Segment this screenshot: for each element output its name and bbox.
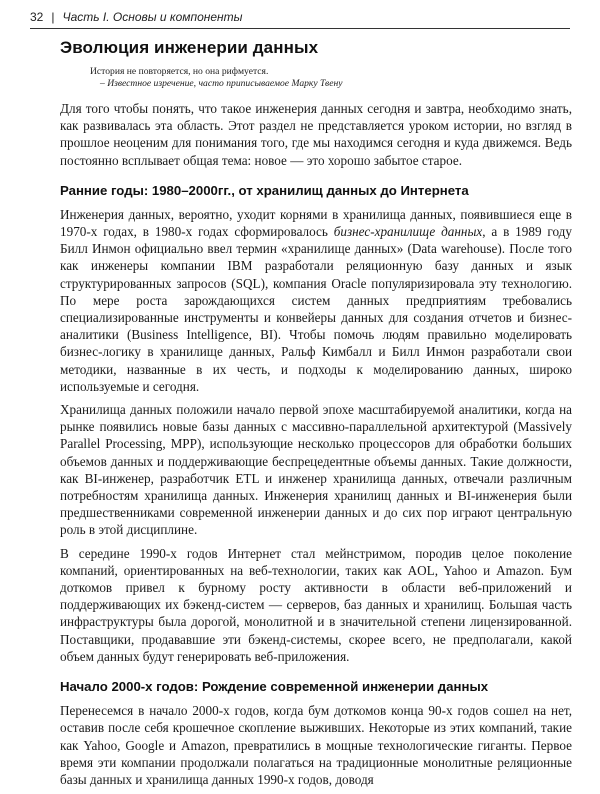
subsection-title: Начало 2000-х годов: Рождение современной инженерии данных	[60, 679, 489, 695]
epigraph	[90, 66, 572, 90]
header-separator: |	[51, 10, 55, 24]
running-header	[30, 10, 570, 24]
paragraph-text: , а в 1989 году Билл Инмон официально ввел термин «хранилище данных» (Data warehouse). После того как инженеры компании IBM разработали реляционную базу данных и язык структурированных запросов (SQL), компания Oracle популяризировала эту технологию. По мере роста зарождающихся систем данных предприятиям требовались специализированные инструменты и конвейеры данных для создания отчетов и бизнес-аналитики (Business Intelligence, BI). Чтобы помочь людям правильно моделировать бизнес-логику в хранилище данных, Ральф Кимбалл и Билл Инмон разработали свои методики, названные в их честь, и подходы к моделированию данных, широко используемые и сегодня.	[60, 224, 572, 394]
paragraph: Хранилища данных положили начало первой эпохе масштабируемой аналитики, когда на рынке появились новые базы данных с массивно-параллельной архитектурой (Massively Parallel Processing, MPP), использующие несколько процессоров для обработки больших объемов данных и поддерживающие беспрецедентные объемы данных. Такие должности, как BI-инженер, разработчик ETL и инженер хранилища данных, отвечали различным потребностям хранилища данных. Инженерия хранилищ данных и BI-инженерия были предшественниками современной инженерии данных и до сих пор играют центральную роль в этой дисциплине.	[60, 402, 572, 538]
paragraph-emphasis: бизнес-хранилище данных	[333, 224, 483, 240]
subsection-title: Ранние годы: 1980–2000гг., от хранилищ данных до Интернета	[60, 182, 469, 198]
paragraph: В середине 1990-х годов Интернет стал мейнстримом, породив целое поколение компаний, ориентированных на веб-технологии, таких как AOL, Yahoo и Amazon. Бум доткомов привел к бурному росту активности в области веб-приложений и поддерживающих их бэкенд-систем — серверов, баз данных и хранилищ. Большая часть инфраструктуры была дорогой, монолитной и в значительной степени лицензированной. Поставщики, продававшие эти бэкенд-системы, скорее всего, не предполагали, какой объем данных будут генерировать веб-приложения.	[60, 545, 572, 664]
paragraph	[60, 206, 572, 395]
chapter-title: Часть I. Основы и компоненты	[62, 10, 243, 24]
page-content	[60, 38, 572, 794]
paragraph-text: Инженерия данных, вероятно, уходит корнями в хранилища данных, появившиеся еще в 1970-х годах, в 1980-х годах сформировалось	[60, 206, 572, 240]
header-rule	[30, 28, 570, 29]
epigraph-quote: История не повторяется, но она рифмуется.	[90, 66, 269, 77]
paragraph: Перенесемся в начало 2000-х годов, когда бум доткомов конца 90-х годов сошел на нет, оставив после себя крошечное скопление выживших. Некоторые из этих компаний, такие как Yahoo, Google и Amazon, превратились в мощные технологические гиганты. Первое время эти компании продолжали полагаться на традиционные монолитные реляционные базы данных и хранилища данных 1990-х годов, доводя	[60, 703, 572, 787]
intro-paragraph: Для того чтобы понять, что такое инженерия данных сегодня и завтра, необходимо знать, как развивалась эта область. Этот раздел не представляется уроком истории, но взгляд в прошлое неоценим для понимания того, где мы находимся сегодня и куда движемся. Ведь постоянно всплывает общая тема: новое — это хорошо забытое старое.	[60, 101, 572, 168]
section-title: Эволюция инженерии данных	[60, 38, 319, 57]
page-number: 32	[30, 10, 44, 24]
epigraph-attribution: – Известное изречение, часто приписываемое Марку Твену	[100, 78, 343, 89]
